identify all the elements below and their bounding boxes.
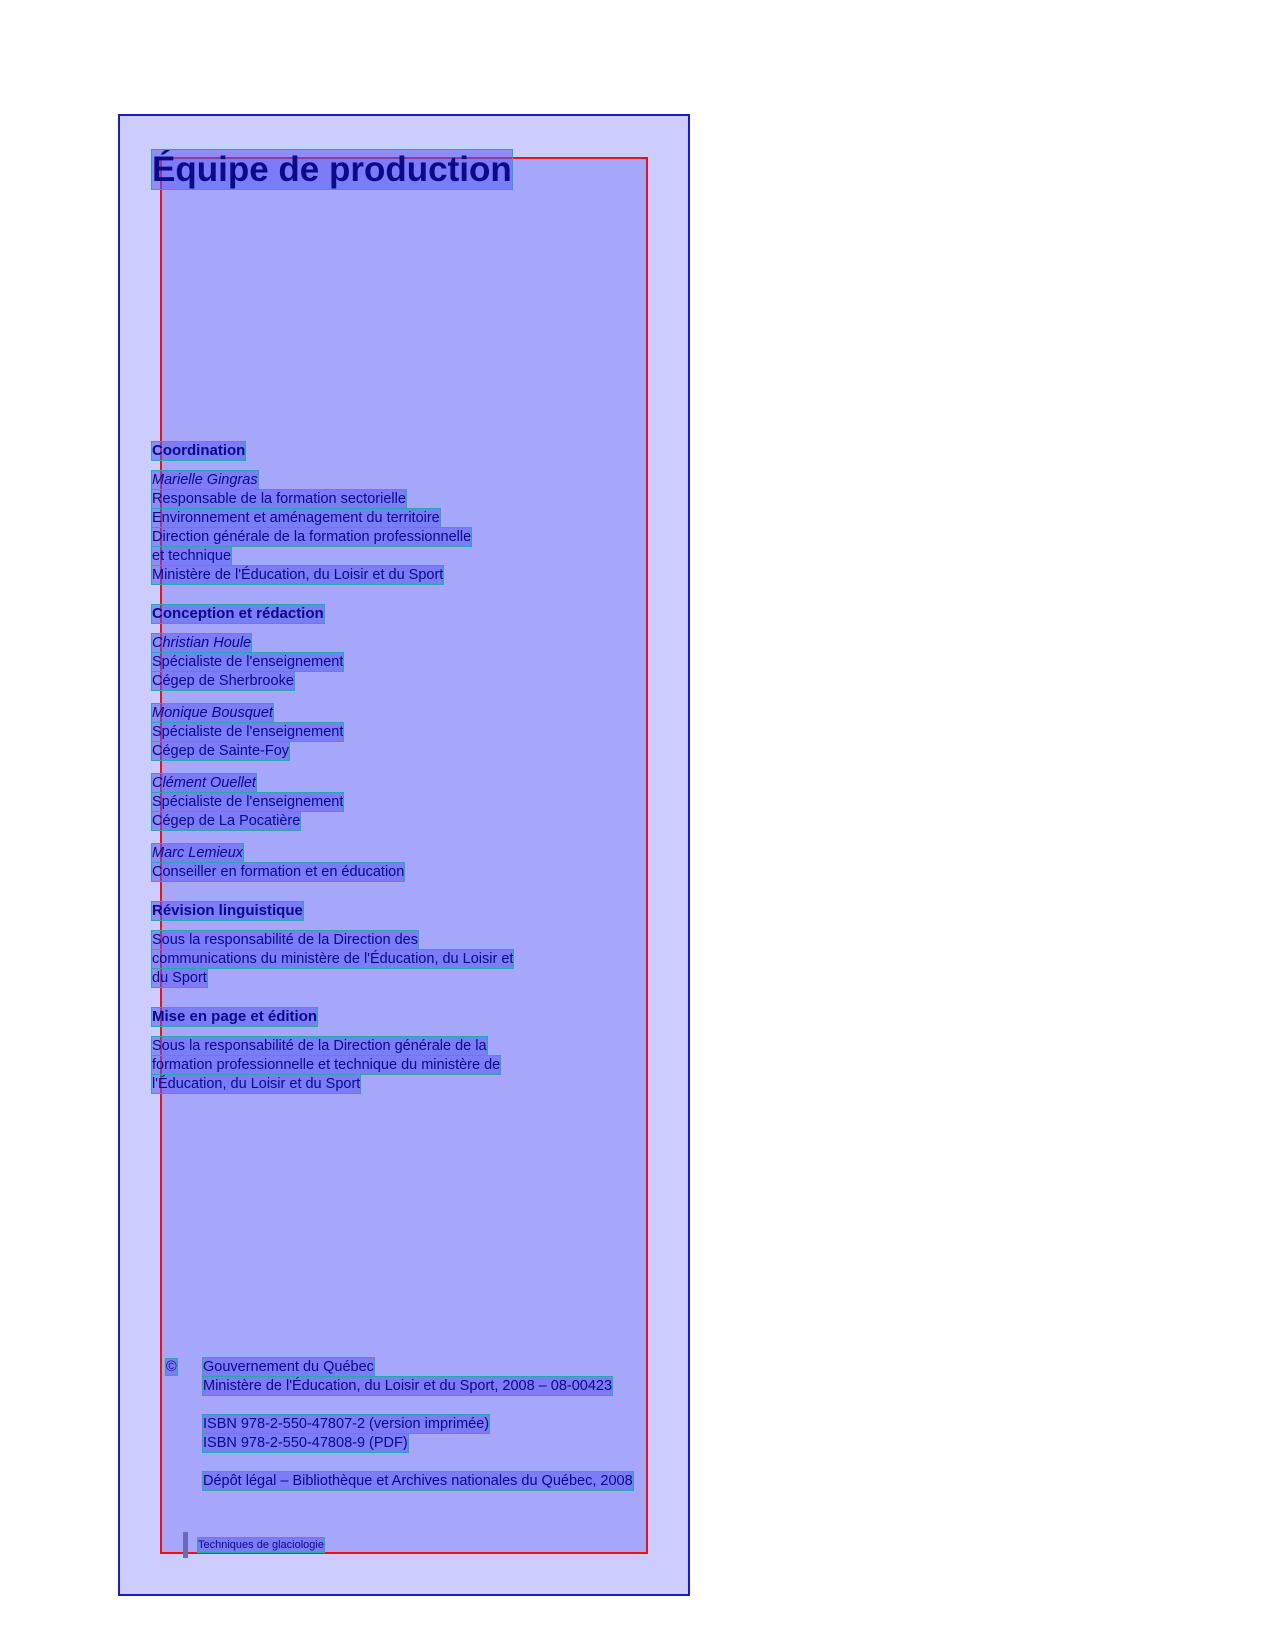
person-name-text: Marielle Gingras bbox=[152, 472, 258, 488]
paragraph-line bbox=[152, 1037, 592, 1056]
paragraph-line-text: Sous la responsabilité de la Direction des bbox=[152, 932, 418, 948]
person-role bbox=[152, 490, 592, 509]
person-role-text: Spécialiste de l'enseignement bbox=[152, 794, 344, 810]
person-name bbox=[152, 844, 592, 863]
person-name-text: Monique Bousquet bbox=[152, 705, 273, 721]
section-heading bbox=[152, 901, 592, 920]
paragraph-line-text: formation professionnelle et technique du ministère de bbox=[152, 1057, 501, 1073]
person-role bbox=[152, 653, 592, 672]
spacer bbox=[203, 1396, 703, 1415]
person-institution bbox=[152, 812, 592, 831]
person-role bbox=[152, 723, 592, 742]
person-institution-text: Cégep de Sainte-Foy bbox=[152, 743, 290, 759]
section-heading-text: Conception et rédaction bbox=[152, 605, 324, 622]
copyright-owner bbox=[203, 1358, 703, 1377]
paragraph-line-text: Sous la responsabilité de la Direction générale de la bbox=[152, 1038, 487, 1054]
paragraph-line-text: l'Éducation, du Loisir et du Sport bbox=[152, 1076, 361, 1092]
copyright-owner-text: Gouvernement du Québec bbox=[203, 1359, 374, 1375]
person-role bbox=[152, 863, 592, 882]
copyright-lines bbox=[203, 1358, 703, 1491]
copyright-ministry bbox=[203, 1377, 703, 1396]
copyright-ministry-text: Ministère de l'Éducation, du Loisir et du Sport, 2008 – 08-00423 bbox=[203, 1378, 613, 1394]
paragraph-line-text: du Sport bbox=[152, 970, 207, 986]
isbn-pdf bbox=[203, 1434, 703, 1453]
person-direction-text: Direction générale de la formation professionnelle bbox=[152, 529, 472, 545]
section-linguistic-revision bbox=[152, 901, 592, 988]
section-coordination bbox=[152, 441, 592, 585]
isbn-print-text: ISBN 978-2-550-47807-2 (version imprimée) bbox=[203, 1416, 490, 1432]
paragraph-line bbox=[152, 931, 592, 950]
person-direction-cont-text: et technique bbox=[152, 548, 232, 564]
footer-text: Techniques de glaciologie bbox=[198, 1539, 324, 1551]
section-heading bbox=[152, 604, 592, 623]
person-role bbox=[152, 793, 592, 812]
person-entry bbox=[152, 634, 592, 691]
person-ministry-text: Ministère de l'Éducation, du Loisir et du Sport bbox=[152, 567, 444, 583]
section-heading bbox=[152, 1007, 592, 1026]
person-name-text: Clément Ouellet bbox=[152, 775, 256, 791]
person-institution-text: Cégep de Sherbrooke bbox=[152, 673, 294, 689]
person-entry bbox=[152, 774, 592, 831]
person-role-text: Spécialiste de l'enseignement bbox=[152, 724, 344, 740]
person-name bbox=[152, 471, 592, 490]
isbn-pdf-text: ISBN 978-2-550-47808-9 (PDF) bbox=[203, 1435, 408, 1451]
person-role-text: Spécialiste de l'enseignement bbox=[152, 654, 344, 670]
production-team-content bbox=[152, 441, 592, 1113]
section-layout-edition bbox=[152, 1007, 592, 1094]
copyright-symbol bbox=[166, 1358, 204, 1377]
person-institution bbox=[152, 672, 592, 691]
section-heading bbox=[152, 441, 592, 460]
person-role-text: Conseiller en formation et en éducation bbox=[152, 864, 405, 880]
paragraph-line bbox=[152, 950, 592, 969]
paragraph-line-text: communications du ministère de l'Éducation, du Loisir et bbox=[152, 951, 514, 967]
person-department bbox=[152, 509, 592, 528]
spacer bbox=[203, 1453, 703, 1472]
paragraph-line bbox=[152, 1075, 592, 1094]
copyright-symbol-text: © bbox=[166, 1359, 177, 1375]
legal-deposit-text: Dépôt légal – Bibliothèque et Archives nationales du Québec, 2008 bbox=[203, 1473, 633, 1489]
person-department-text: Environnement et aménagement du territoire bbox=[152, 510, 440, 526]
person-name bbox=[152, 774, 592, 793]
person-name bbox=[152, 634, 592, 653]
person-entry bbox=[152, 471, 592, 585]
footer-bar bbox=[183, 1532, 188, 1558]
legal-deposit bbox=[203, 1472, 703, 1491]
person-institution bbox=[152, 742, 592, 761]
section-heading-text: Mise en page et édition bbox=[152, 1008, 318, 1025]
page-footer bbox=[183, 1532, 324, 1558]
page-title bbox=[152, 150, 512, 190]
section-conception bbox=[152, 604, 592, 882]
section-heading-text: Révision linguistique bbox=[152, 902, 303, 919]
person-name bbox=[152, 704, 592, 723]
person-ministry bbox=[152, 566, 592, 585]
person-entry bbox=[152, 844, 592, 882]
person-direction bbox=[152, 528, 592, 547]
person-entry bbox=[152, 704, 592, 761]
person-institution-text: Cégep de La Pocatière bbox=[152, 813, 301, 829]
paragraph-line bbox=[152, 1056, 592, 1075]
section-heading-text: Coordination bbox=[152, 442, 246, 459]
person-name-text: Marc Lemieux bbox=[152, 845, 244, 861]
paragraph-line bbox=[152, 969, 592, 988]
person-direction-cont bbox=[152, 547, 592, 566]
person-role-text: Responsable de la formation sectorielle bbox=[152, 491, 406, 507]
person-name-text: Christian Houle bbox=[152, 635, 252, 651]
isbn-print bbox=[203, 1415, 703, 1434]
page-title-text: Équipe de production bbox=[152, 150, 512, 189]
